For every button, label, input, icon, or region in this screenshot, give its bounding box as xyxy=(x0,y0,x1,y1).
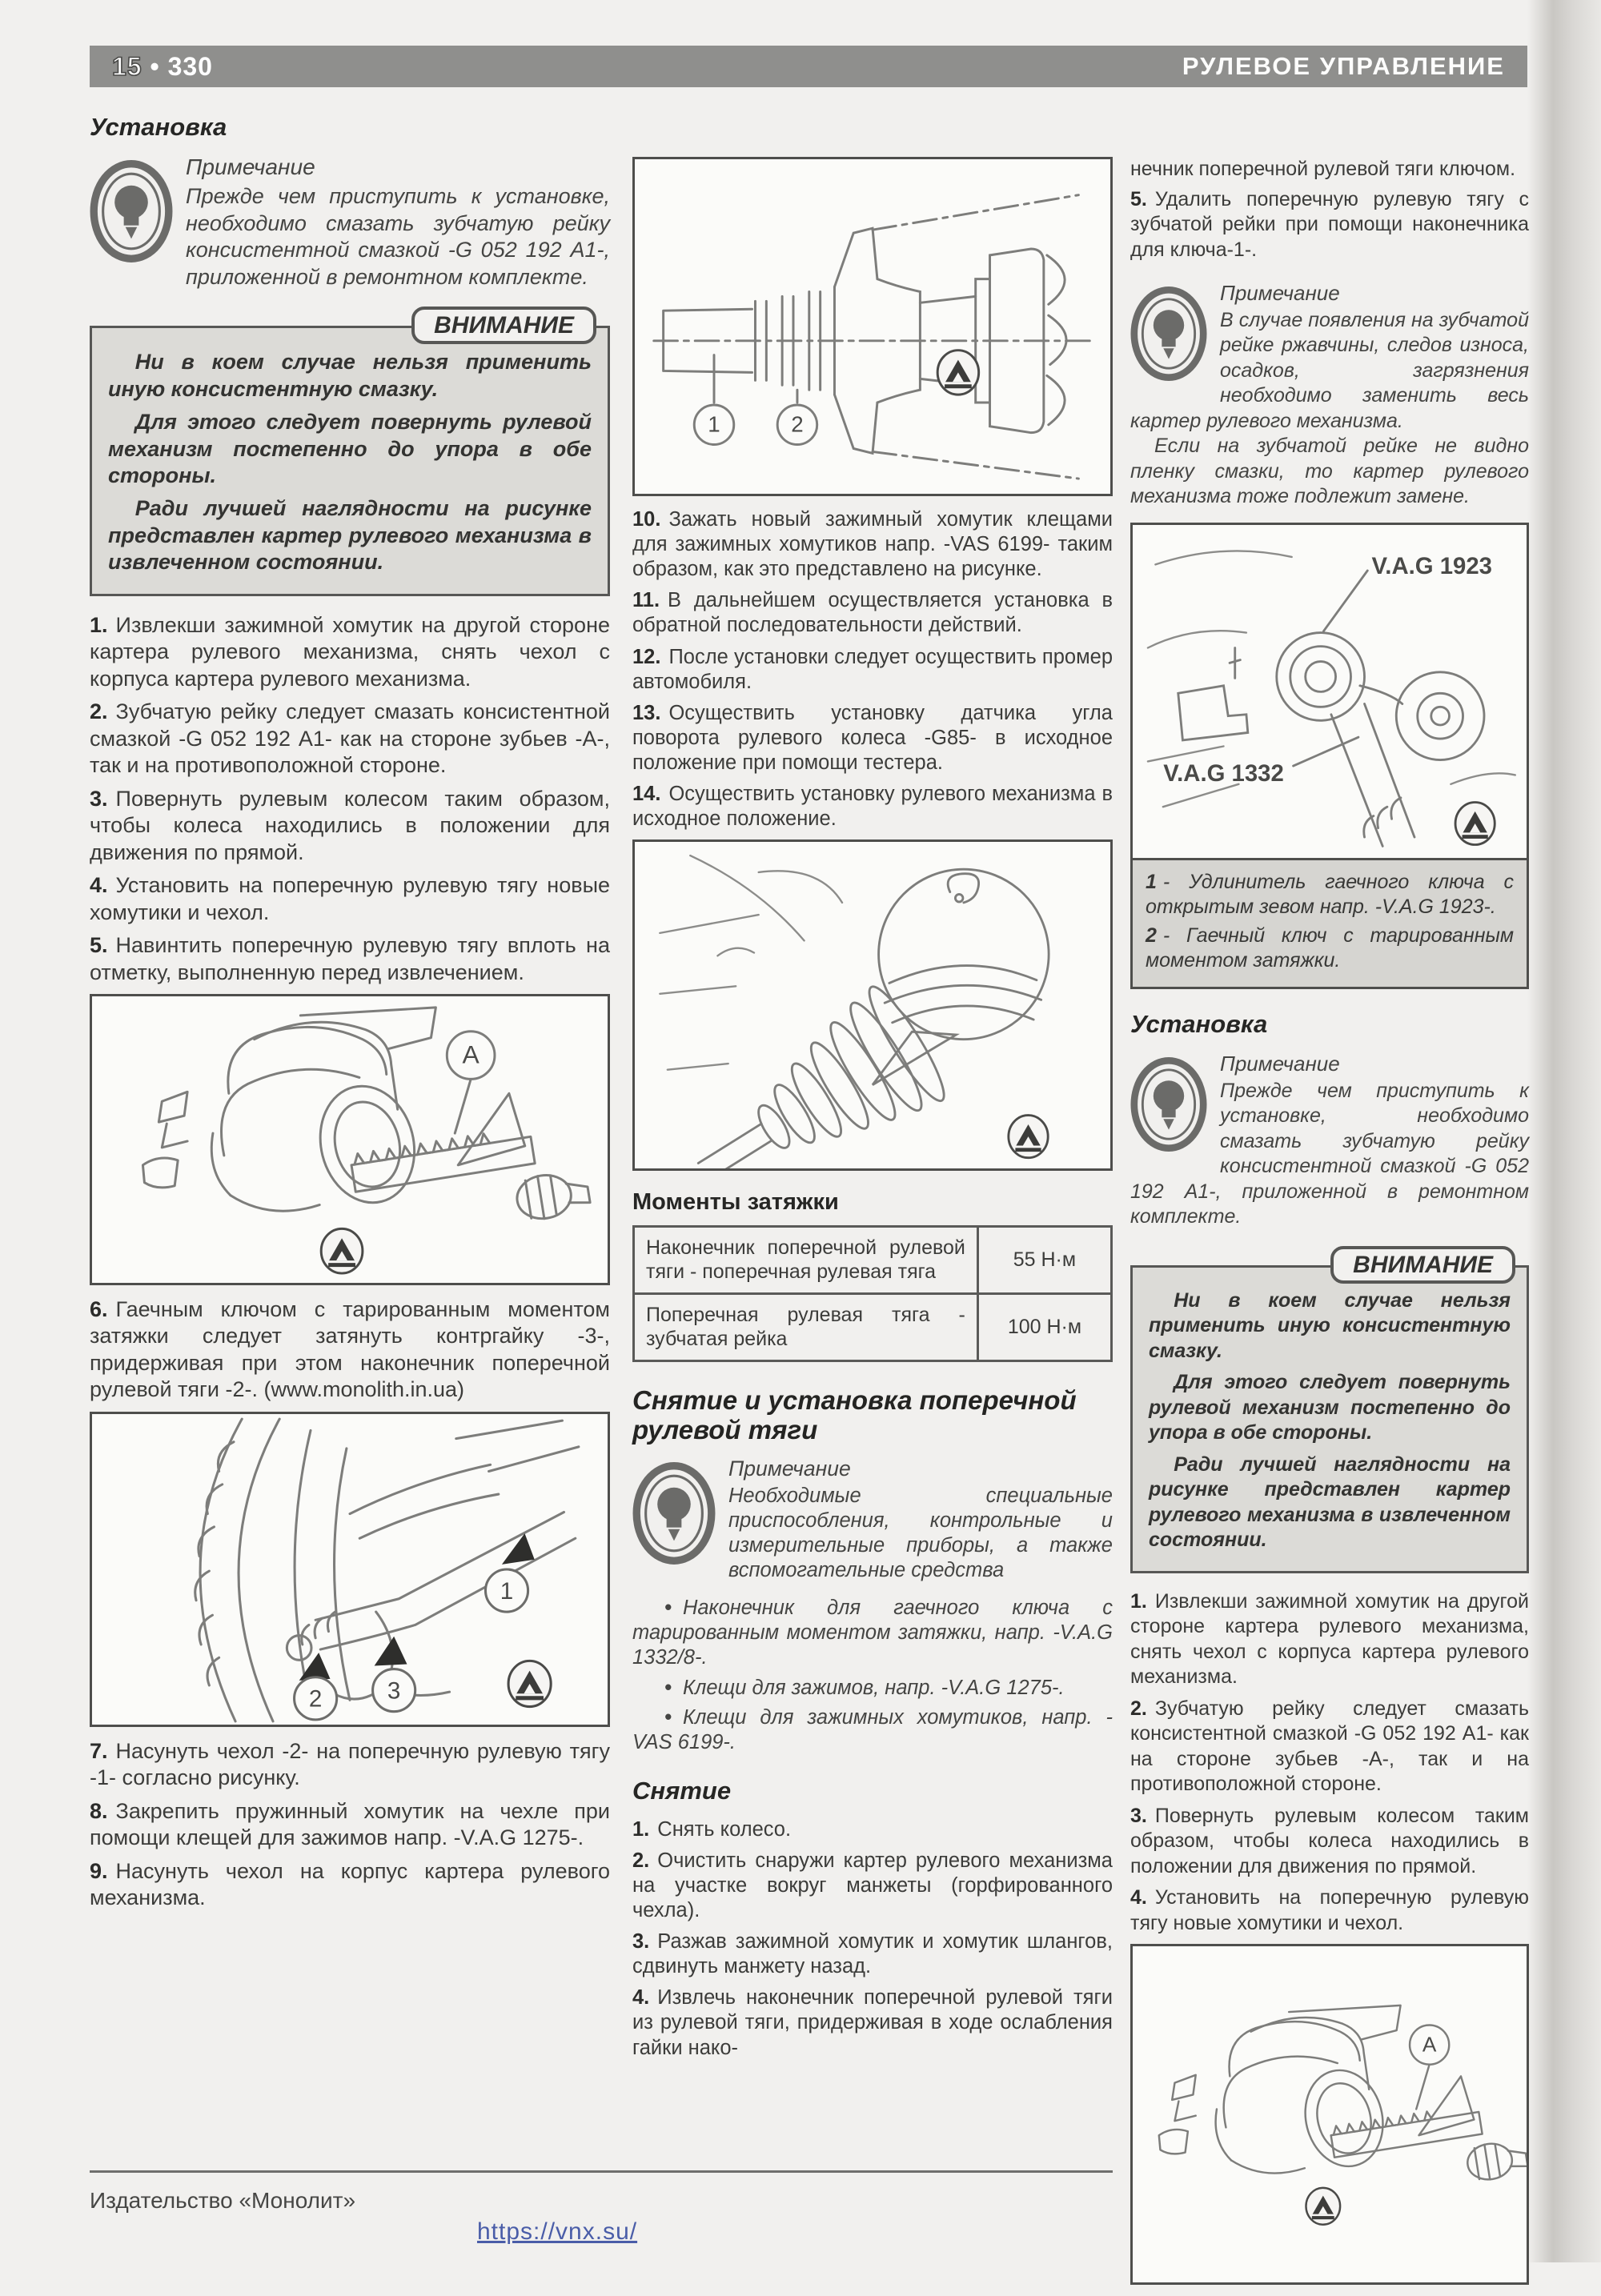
step-text: Закрепить пружинный хомутик на чехле при помощи клещей для зажимов напр. -V.A.G 1275-. xyxy=(90,1798,610,1850)
table-row xyxy=(634,1293,1112,1360)
warning-paragraph: Ради лучшей наглядности на рисунке представлен картер рулевого механизма в извлеченном состоянии. xyxy=(1149,1453,1511,1552)
middle-column xyxy=(632,157,1113,2067)
figure-callout-2: 2 xyxy=(308,1685,323,1713)
caption-number: 2 xyxy=(1146,924,1157,947)
note-body: В случае появления на зубчатой рейке ржавчины, следов износа, осадков, загрязнения необходимо заменить весь картер рулевого механизма. xyxy=(1130,308,1529,432)
step-text: Разжав зажимной хомутик и хомутик шлангов, сдвинуть манжету назад. xyxy=(632,1930,1113,1978)
step-text: Повернуть рулевым колесом таким образом, чтобы колеса находились в положении для движения по прямой. xyxy=(1130,1804,1529,1877)
figure-label-vag-1332: V.A.G 1332 xyxy=(1163,759,1284,787)
step-text: Извлекши зажимной хомутик на другой стороне картера рулевого механизма, снять чехол с корпуса картера рулевого механизма. xyxy=(1130,1589,1529,1689)
note-body: Необходимые специальные приспособления, контрольные и измерительные приборы, а также вспомогательные средства xyxy=(728,1484,1113,1582)
torque-value: 55 Н·м xyxy=(977,1226,1111,1293)
step-number: 11. xyxy=(632,589,660,612)
left-column xyxy=(90,112,610,1918)
lightbulb-note-icon xyxy=(632,1461,716,1566)
figure-boot-clamp xyxy=(632,839,1113,1171)
note-block-rack xyxy=(1130,280,1529,510)
note-block-grease-left xyxy=(90,154,610,291)
caption-line xyxy=(1146,870,1514,920)
step-number: 3. xyxy=(632,1930,650,1953)
step-item xyxy=(1130,1589,1529,1690)
note-title: Примечание xyxy=(728,1457,851,1481)
warning-paragraph: Ни в коем случае нельзя применить иную консистентную смазку. xyxy=(1149,1288,1511,1362)
step-item xyxy=(632,1929,1113,1979)
step-text: Зубчатую рейку следует смазать консистентной смазкой -G 052 192 А1- как на стороне зубьев -А-, так и на противоположной стороне. xyxy=(1130,1697,1529,1796)
monolith-logo-icon xyxy=(1455,802,1495,844)
heading-installation-right: Установка xyxy=(1130,1009,1268,1038)
step-text: После установки следует осуществить промер автомобиля. xyxy=(632,645,1113,693)
step-number: 2. xyxy=(632,1849,650,1872)
torque-heading: Моменты затяжки xyxy=(632,1189,839,1216)
torque-name: Наконечник поперечной рулевой тяги - поперечная рулевая тяга xyxy=(634,1226,978,1293)
page-header-bar xyxy=(90,46,1527,87)
tool-text: Клещи для зажимов, напр. -V.A.G 1275-. xyxy=(682,1676,1065,1699)
caption-text: - Гаечный ключ с тарированным моментом затяжки. xyxy=(1146,924,1514,972)
section-title: РУЛЕВОЕ УПРАВЛЕНИЕ xyxy=(1182,52,1505,80)
step-number: 14. xyxy=(632,783,661,806)
note-block-tools xyxy=(632,1456,1113,1583)
figure-callout-2: 2 xyxy=(791,411,804,437)
figure-wrench-vag xyxy=(1130,523,1529,872)
step-number: 2. xyxy=(90,699,108,724)
step-number: 2. xyxy=(1130,1697,1147,1720)
step-item xyxy=(1130,187,1529,263)
step-number: 1. xyxy=(1130,1589,1147,1613)
step-item xyxy=(632,1817,1113,1842)
figure-label-vag-1923: V.A.G 1923 xyxy=(1371,552,1493,579)
step-item xyxy=(632,782,1113,831)
figure-tie-rod-section xyxy=(632,157,1113,496)
figure-callout-3: 3 xyxy=(387,1677,401,1705)
figure-callout-a: A xyxy=(1422,2032,1437,2057)
note-body: Прежде чем приступить к установке, необходимо смазать зубчатую рейку консистентной смазкой -G 052 192 А1-, приложенной в ремонтном комплекте. xyxy=(1130,1079,1529,1228)
heading-removal: Снятие xyxy=(632,1776,732,1805)
step-text: Снять колесо. xyxy=(657,1817,792,1841)
note-title: Примечание xyxy=(1220,1051,1340,1076)
step-item xyxy=(90,786,610,866)
step-item xyxy=(90,1738,610,1792)
table-row xyxy=(634,1226,1112,1293)
torque-table xyxy=(632,1225,1113,1362)
note-block-grease-right xyxy=(1130,1051,1529,1230)
step-text: Установить на поперечную рулевую тягу новые хомутики и чехол. xyxy=(90,873,610,924)
page-number xyxy=(112,52,213,82)
step-item xyxy=(90,932,610,986)
warning-box-right xyxy=(1130,1251,1529,1573)
step-text: Зажать новый зажимный хомутик клещами для зажимных хомутиков напр. -VAS 6199- таким образом, как это представлено на рисунке. xyxy=(632,508,1113,581)
chapter-number: 15 xyxy=(112,51,142,81)
step-text: Извлекши зажимной хомутик на другой стороне картера рулевого механизма, снять чехол с корпуса картера рулевого механизма. xyxy=(90,612,610,691)
step-item xyxy=(1130,1697,1529,1797)
warning-paragraph: Ради лучшей наглядности на рисунке представлен картер рулевого механизма в извлеченном состоянии. xyxy=(108,496,592,575)
step-text: Насунуть чехол -2- на поперечную рулевую тягу -1- согласно рисунку. xyxy=(90,1738,610,1790)
step-item xyxy=(632,507,1113,582)
tools-list xyxy=(632,1596,1113,1755)
page-edge-shadow xyxy=(1527,0,1601,2262)
bullet-marker: • xyxy=(664,1597,672,1620)
step-item xyxy=(632,588,1113,638)
step-item xyxy=(90,612,610,692)
step-number: 12. xyxy=(632,645,661,668)
continuation-text: нечник поперечной рулевой тяги ключом. xyxy=(1130,158,1516,180)
page-number-bullet: • xyxy=(150,51,160,81)
publisher-credit: Издательство «Монолит» xyxy=(90,2188,356,2213)
torque-name: Поперечная рулевая тяга - зубчатая рейка xyxy=(634,1293,978,1360)
step-text: Зубчатую рейку следует смазать консистентной смазкой -G 052 192 А1- как на стороне зубьев -А-, так и на противоположной стороне. xyxy=(90,699,610,778)
step-text: Навинтить поперечную рулевую тягу вплоть на отметку, выполненную перед извлечением. xyxy=(90,933,610,984)
figure-callout-1: 1 xyxy=(708,411,720,437)
list-item xyxy=(632,1596,1113,1670)
lightbulb-note-icon xyxy=(90,158,173,264)
step-number: 8. xyxy=(90,1798,108,1823)
note-body: Прежде чем приступить к установке, необходимо смазать зубчатую рейку консистентной смазкой -G 052 192 А1-, приложенной в ремонтном комплекте. xyxy=(186,184,610,289)
page-number-value: 330 xyxy=(167,51,213,81)
warning-label: ВНИМАНИЕ xyxy=(1330,1246,1515,1284)
warning-paragraph: Для этого следует повернуть рулевой механизм постепенно до упора в обе стороны. xyxy=(108,410,592,487)
note-body: Если на зубчатой рейке не видно пленку смазки, то картер рулевого механизма тоже подлежит замене. xyxy=(1130,435,1529,508)
step-item xyxy=(632,645,1113,695)
right-column xyxy=(1130,157,1529,2296)
step-number: 4. xyxy=(90,873,108,898)
figure-steering-gear-left xyxy=(90,994,610,1285)
figure-callout-a: A xyxy=(462,1040,479,1069)
step-number: 5. xyxy=(1130,187,1147,210)
step-number: 9. xyxy=(90,1858,108,1883)
note-title: Примечание xyxy=(186,154,315,180)
step-number: 5. xyxy=(90,933,108,958)
torque-value: 100 Н·м xyxy=(977,1293,1111,1360)
step-number: 7. xyxy=(90,1738,108,1763)
step-number: 4. xyxy=(632,1986,650,2010)
step-item xyxy=(90,699,610,779)
step-text: Очистить снаружи картер рулевого механизма на участке вокруг манжеты (горфированного чехла). xyxy=(632,1849,1113,1922)
step-text: Насунуть чехол на корпус картера рулевого механизма. xyxy=(90,1858,610,1910)
step-item xyxy=(632,1849,1113,1923)
step-text: Извлечь наконечник поперечной рулевой тяги из рулевой тяги, придерживая в ходе ослабления гайки нако- xyxy=(632,1986,1113,2059)
list-item xyxy=(632,1705,1113,1755)
step-number: 4. xyxy=(1130,1886,1147,1909)
step-item xyxy=(632,1985,1113,2060)
warning-box-left xyxy=(90,312,610,596)
step-text: Осуществить установку датчика угла поворота рулевого колеса -G85- в исходное положение при помощи тестера. xyxy=(632,701,1113,774)
step-text: Осуществить установку рулевого механизма в исходное положение. xyxy=(632,783,1113,831)
lightbulb-note-icon xyxy=(1130,1056,1207,1153)
tool-text: Наконечник для гаечного ключа с тарированным моментом затяжки, напр. -V.A.G 1332/8-. xyxy=(632,1597,1113,1669)
warning-label: ВНИМАНИЕ xyxy=(411,307,596,344)
site-link[interactable]: https://vnx.su/ xyxy=(477,2218,638,2245)
monolith-logo-icon xyxy=(937,351,978,395)
bullet-marker: • xyxy=(664,1676,672,1699)
caption-line xyxy=(1146,924,1514,974)
monolith-logo-icon xyxy=(321,1228,363,1273)
step-text: Гаечным ключом с тарированным моментом затяжки следует затянуть контргайку -3-, придерживая при этом наконечник поперечной рулевой тяги -2-. (www.monolith.in.ua) xyxy=(90,1296,610,1402)
bullet-marker: • xyxy=(664,1705,672,1729)
warning-paragraph: Ни в коем случае нельзя применить иную консистентную смазку. xyxy=(108,350,592,401)
heading-installation-left: Установка xyxy=(90,113,227,141)
monolith-logo-icon xyxy=(1306,2188,1340,2225)
step-item xyxy=(632,701,1113,775)
lightbulb-note-icon xyxy=(1130,285,1207,383)
step-number: 13. xyxy=(632,701,661,724)
step-item xyxy=(90,1296,610,1404)
figure-wheel-tie-rod xyxy=(90,1412,610,1727)
figure-steering-gear-right xyxy=(1130,1944,1529,2285)
list-item xyxy=(632,1676,1113,1701)
step-item xyxy=(90,1858,610,1912)
step-number: 1. xyxy=(632,1817,650,1841)
step-text: Повернуть рулевым колесом таким образом, чтобы колеса находились в положении для движения по прямой. xyxy=(90,786,610,864)
step-text: В дальнейшем осуществляется установка в обратной последовательности действий. xyxy=(632,589,1113,637)
step-item xyxy=(90,872,610,926)
step-number: 3. xyxy=(1130,1804,1147,1827)
step-number: 3. xyxy=(90,786,108,811)
step-number: 6. xyxy=(90,1296,108,1321)
section-heading-tie-rod: Снятие и установка поперечной рулевой тяги xyxy=(632,1384,1077,1445)
step-number: 10. xyxy=(632,508,661,531)
step-text: Удалить поперечную рулевую тягу с зубчатой рейки при помощи наконечника для ключа-1-. xyxy=(1130,187,1529,261)
note-title: Примечание xyxy=(1220,281,1340,305)
step-item xyxy=(1130,1885,1529,1936)
monolith-logo-icon xyxy=(1009,1116,1048,1158)
caption-number: 1 xyxy=(1146,870,1157,893)
warning-paragraph: Для этого следует повернуть рулевой механизм постепенно до упора в обе стороны. xyxy=(1149,1371,1511,1445)
step-number: 1. xyxy=(90,612,108,637)
step-item xyxy=(90,1798,610,1852)
tool-text: Клещи для зажимных хомутиков, напр. -VAS 6199-. xyxy=(632,1705,1113,1753)
step-item xyxy=(1130,1804,1529,1880)
caption-text: - Удлинитель гаечного ключа с открытым зевом напр. -V.A.G 1923-. xyxy=(1146,870,1514,919)
figure-caption-box xyxy=(1130,858,1529,989)
step-text: Установить на поперечную рулевую тягу новые хомутики и чехол. xyxy=(1130,1886,1529,1934)
monolith-logo-icon xyxy=(508,1661,551,1706)
figure-callout-1: 1 xyxy=(500,1577,514,1605)
footer-divider xyxy=(90,2170,1113,2173)
